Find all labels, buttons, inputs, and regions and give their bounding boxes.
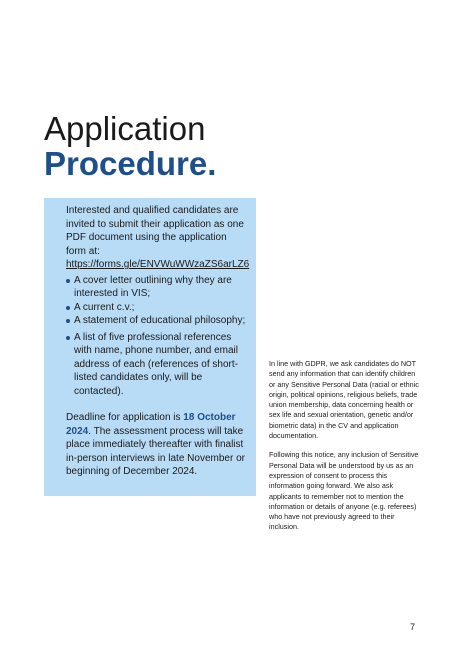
deadline-date: 18 October 2024 xyxy=(66,412,236,437)
bullet-icon xyxy=(66,319,70,323)
list-item-text: A list of five professional references with name, phone number, and email address of each (references of short-listed candidates only, will be contacted). xyxy=(74,331,238,397)
bullet-icon xyxy=(66,306,70,310)
application-form-link[interactable]: https://forms.gle/ENVWuWWzaZS6arLZ6 xyxy=(66,259,250,270)
list-item-text: A cover letter outlining why they are interested in VIS; xyxy=(74,274,232,299)
list-item xyxy=(66,274,246,301)
page-title-line2: Procedure. xyxy=(44,145,217,182)
deadline-suffix: . The assessment process will take place immediately thereafter with finalist in-person interviews in late November or beginning of December 2024. xyxy=(66,425,245,477)
list-item-text: A statement of educational philosophy; xyxy=(74,315,246,326)
deadline-prefix: Deadline for application is xyxy=(66,412,184,423)
gdpr-paragraph-2: Following this notice, any inclusion of Sensitive Personal Data will be understood by us as an expression of consent to process this information going forward. We also ask applicants to remember not to mention the information or details of anyone (e.g. referees) who have not previously agreed to their inclusion. xyxy=(269,450,419,532)
bullet-icon xyxy=(66,336,70,340)
intro-text xyxy=(66,204,250,272)
gdpr-notice xyxy=(269,359,419,533)
application-info-box xyxy=(44,198,256,496)
page-title-line1: Application xyxy=(44,110,206,147)
list-item xyxy=(66,314,246,328)
list-item xyxy=(66,301,246,315)
page-number: 7 xyxy=(410,622,416,632)
list-item xyxy=(66,331,246,399)
requirements-list xyxy=(66,274,246,399)
list-item-text: A current c.v.; xyxy=(74,301,135,313)
gdpr-paragraph-1: In line with GDPR, we ask candidates do NOT send any information that can identify children or any Sensitive Personal Data (racial or ethnic origin, political opinions, religious beliefs, trade union membership, data concerning health or sex life and sexual orientation, genetic and/or biometric data) in the CV and application documentation. xyxy=(269,359,419,441)
deadline-text xyxy=(66,411,246,479)
intro-sentence: Interested and qualified candidates are invited to submit their application as one PDF document using the application form at: xyxy=(66,205,244,257)
bullet-icon xyxy=(66,279,70,283)
